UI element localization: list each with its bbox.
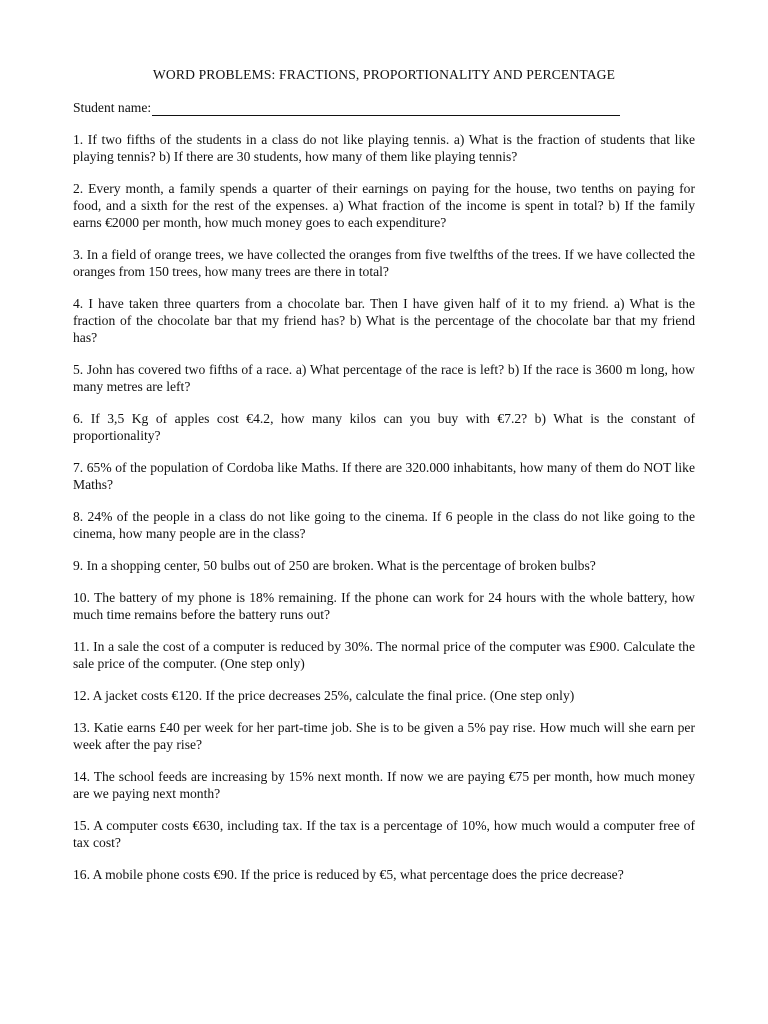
student-name-row [73,99,695,116]
problem-16: 16. A mobile phone costs €90. If the price is reduced by €5, what percentage does the price decrease? [73,867,624,882]
worksheet-title: WORD PROBLEMS: FRACTIONS, PROPORTIONALITY AND PERCENTAGE [152,67,616,82]
problem-4: 4. I have taken three quarters from a chocolate bar. Then I have given half of it to my friend. a) What is the fraction of the chocolate bar that my friend has? b) What is the percentage of the chocolate bar that my friend has? [73,296,695,345]
worksheet-page [73,66,695,898]
problem-10: 10. The battery of my phone is 18% remaining. If the phone can work for 24 hours with the whole battery, how much time remains before the battery runs out? [73,590,695,622]
problem-2: 2. Every month, a family spends a quarter of their earnings on paying for the house, two tenths on paying for food, and a sixth for the rest of the expenses. a) What fraction of the income is spent in total? b) If the family earns €2000 per month, how much money goes to each expenditure? [73,181,695,230]
problem-3: 3. In a field of orange trees, we have collected the oranges from five twelfths of the trees. If we have collected the oranges from 150 trees, how many trees are there in total? [73,247,695,279]
problem-6: 6. If 3,5 Kg of apples cost €4.2, how many kilos can you buy with €7.2? b) What is the constant of proportionality? [73,411,695,443]
problem-12: 12. A jacket costs €120. If the price decreases 25%, calculate the final price. (One step only) [73,688,575,703]
problem-5: 5. John has covered two fifths of a race. a) What percentage of the race is left? b) If the race is 3600 m long, how many metres are left? [73,362,695,394]
problem-7: 7. 65% of the population of Cordoba like Maths. If there are 320.000 inhabitants, how many of them do NOT like Maths? [73,460,695,492]
problem-9: 9. In a shopping center, 50 bulbs out of 250 are broken. What is the percentage of broken bulbs? [73,558,596,573]
problem-15: 15. A computer costs €630, including tax. If the tax is a percentage of 10%, how much would a computer free of tax cost? [73,818,695,850]
problem-list [73,131,695,883]
student-name-label: Student name: [73,100,152,115]
problem-13: 13. Katie earns £40 per week for her part-time job. She is to be given a 5% pay rise. How much will she earn per week after the pay rise? [73,720,695,752]
problem-8: 8. 24% of the people in a class do not like going to the cinema. If 6 people in the class do not like going to the cinema, how many people are in the class? [73,509,695,541]
problem-1: 1. If two fifths of the students in a class do not like playing tennis. a) What is the fraction of students that like playing tennis? b) If there are 30 students, how many of them like playing tennis? [73,132,695,164]
problem-14: 14. The school feeds are increasing by 15% next month. If now we are paying €75 per month, how much money are we paying next month? [73,769,695,801]
student-name-blank [152,102,620,116]
problem-11: 11. In a sale the cost of a computer is reduced by 30%. The normal price of the computer was £900. Calculate the sale price of the computer. (One step only) [73,639,695,671]
